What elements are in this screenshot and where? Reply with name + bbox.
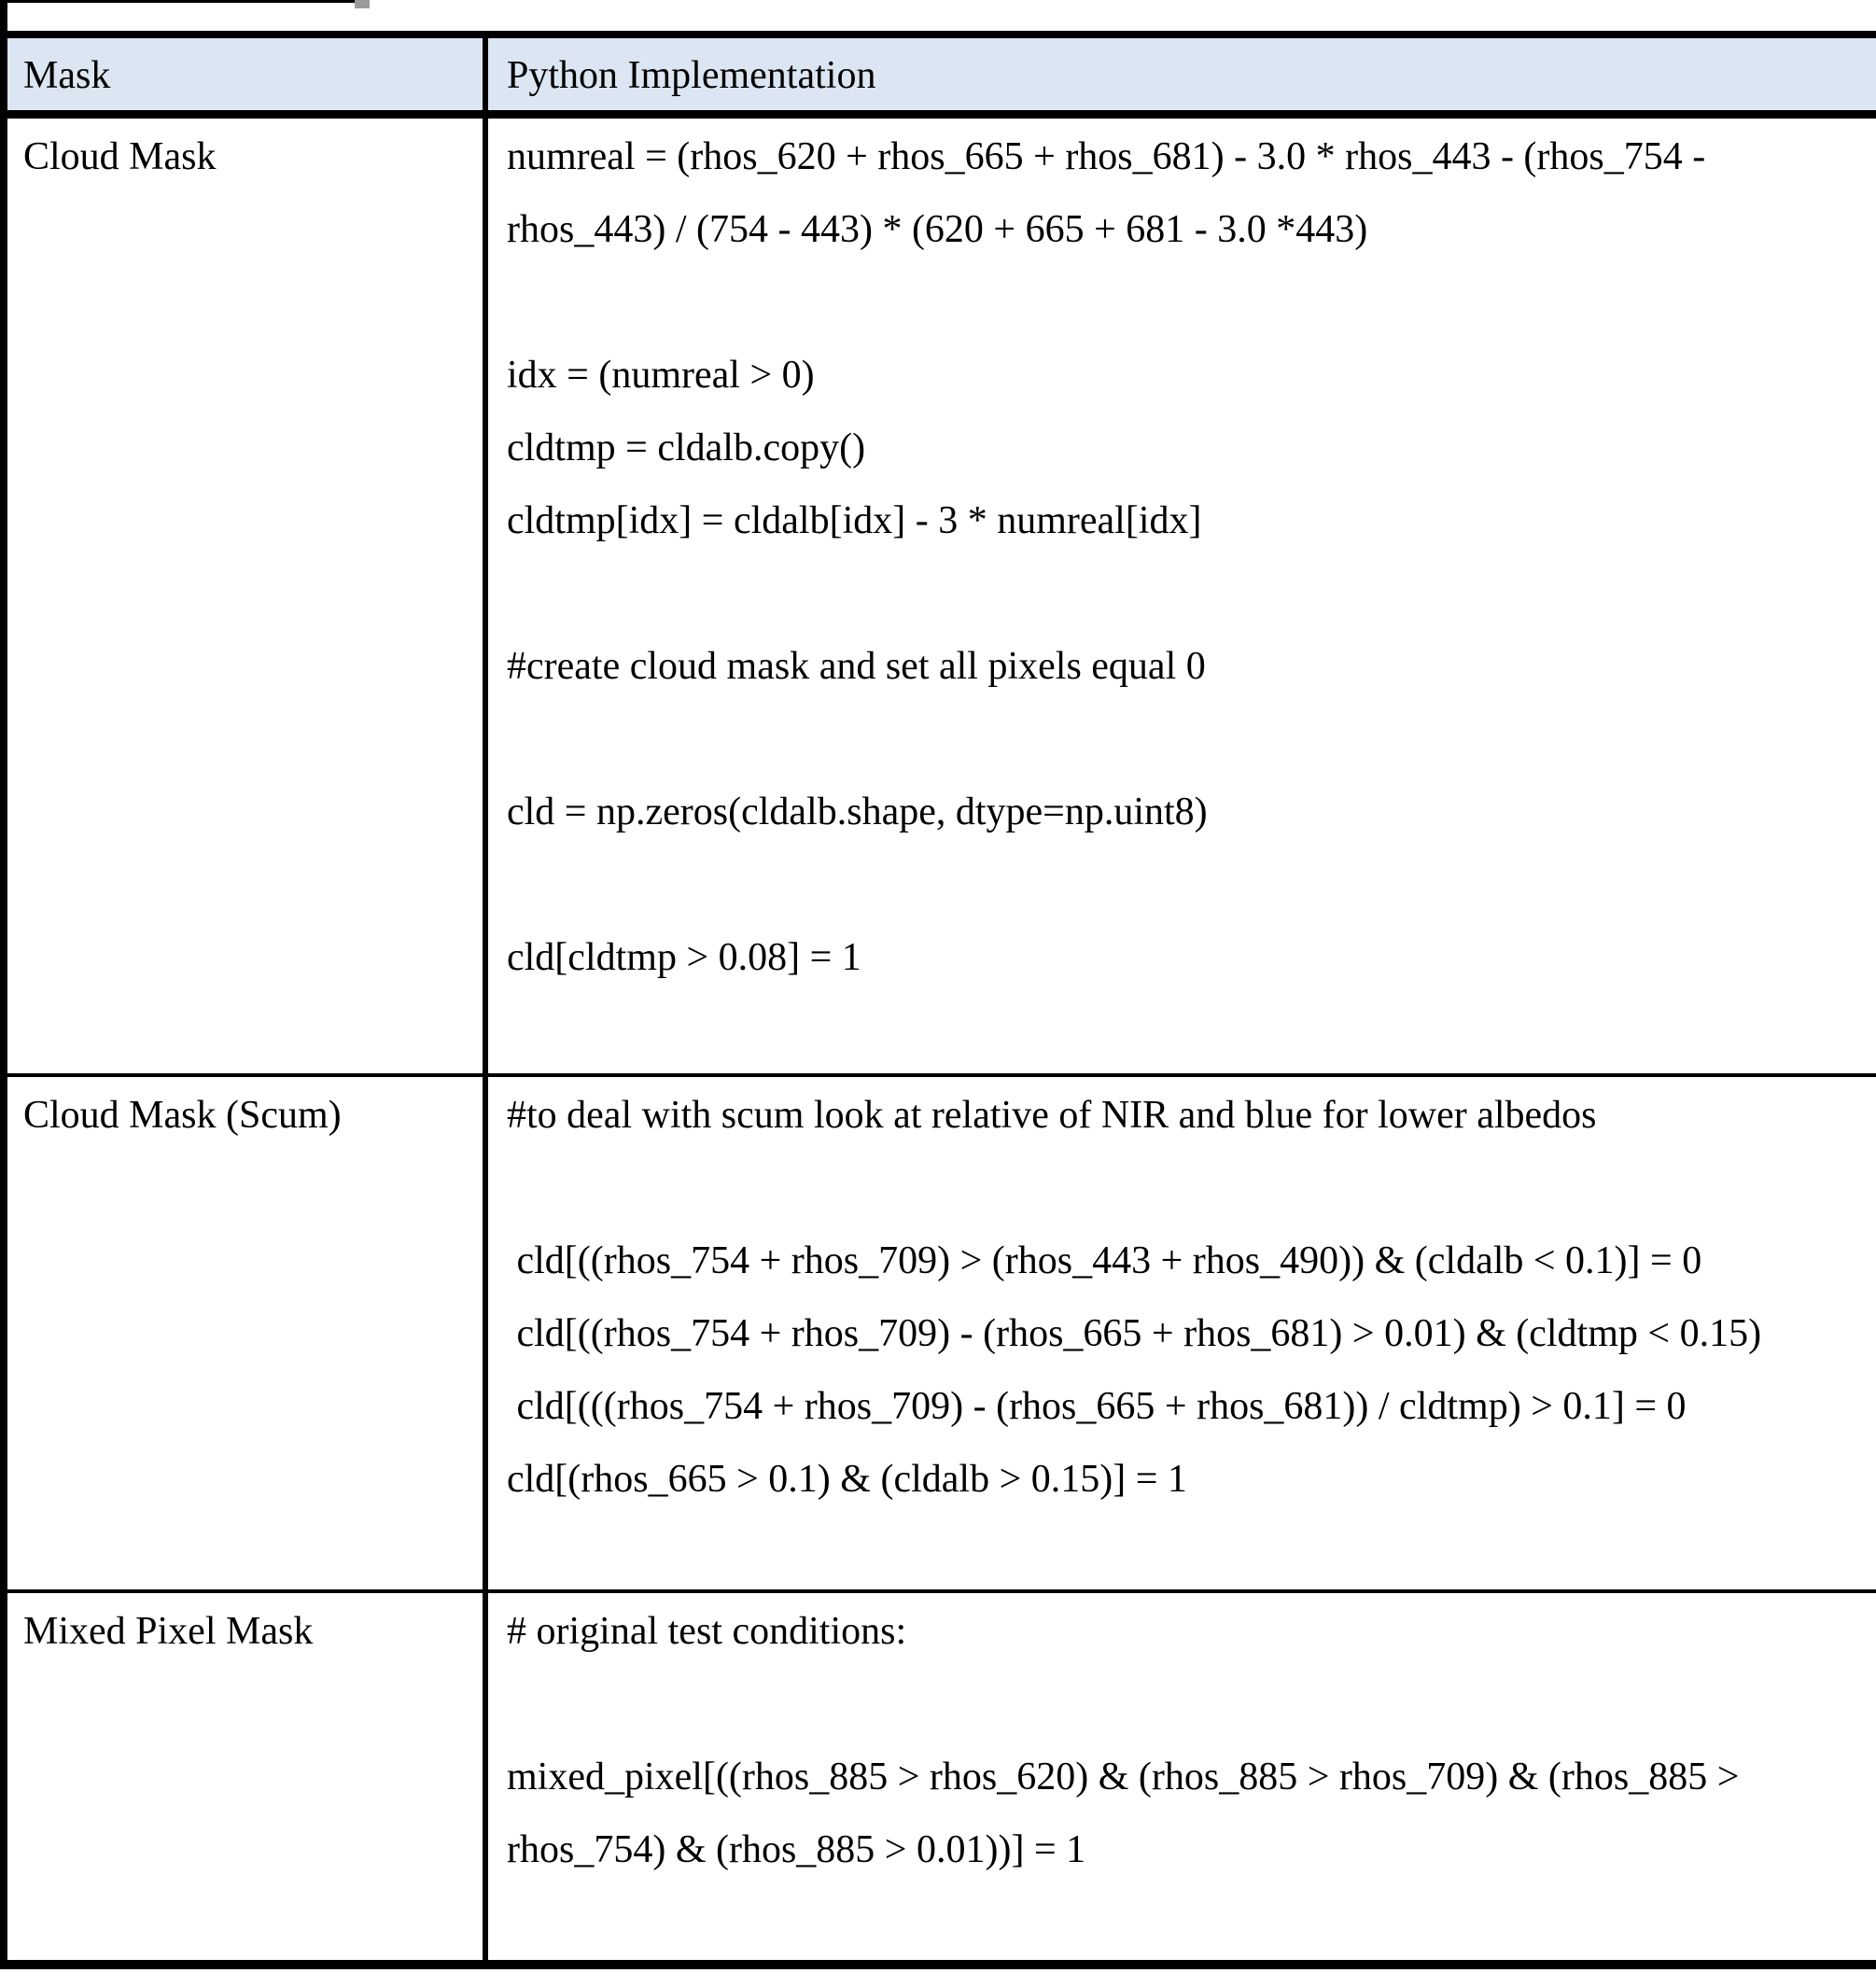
code-line: cldtmp = cldalb.copy() xyxy=(507,427,866,469)
code-line: #create cloud mask and set all pixels equal 0 xyxy=(507,645,1206,688)
code-line: cldtmp[idx] = cldalb[idx] - 3 * numreal[idx] xyxy=(507,499,1202,542)
code-blank-line xyxy=(507,567,1876,640)
code-line: cld[(((rhos_754 + rhos_709) - (rhos_665 + rhos_681)) / cldtmp) > 0.1] = 0 xyxy=(507,1385,1687,1428)
previous-row-border-remnant xyxy=(0,0,364,3)
code-line: cld[(rhos_665 > 0.1) & (cldalb > 0.15)] = 1 xyxy=(507,1458,1187,1501)
code-blank-line xyxy=(507,1678,1876,1751)
previous-row-border-cap xyxy=(355,0,370,8)
code-blank-line xyxy=(507,713,1876,786)
code-line: cld[((rhos_754 + rhos_709) > (rhos_443 + rhos_490)) & (cldalb < 0.1)] = 0 xyxy=(507,1239,1702,1282)
table-row xyxy=(7,1593,1876,1969)
code-line: # original test conditions: xyxy=(507,1610,907,1653)
code-cell-mixed-pixel-mask xyxy=(488,1593,1876,1960)
header-label-mask: Mask xyxy=(23,54,111,97)
header-cell-mask xyxy=(7,38,488,110)
code-line: #to deal with scum look at relative of NIR and blue for lower albedos xyxy=(507,1094,1597,1137)
code-line: numreal = (rhos_620 + rhos_665 + rhos_681) - 3.0 * rhos_443 - (rhos_754 - xyxy=(507,135,1706,178)
page-left-border xyxy=(0,0,7,1969)
code-line: rhos_443) / (754 - 443) * (620 + 665 + 681 - 3.0 *443) xyxy=(507,208,1368,251)
code-line: rhos_754) & (rhos_885 > 0.01))] = 1 xyxy=(507,1828,1086,1871)
mask-implementation-table xyxy=(7,31,1876,1969)
mask-cell-mixed-pixel-mask xyxy=(7,1593,488,1960)
table-row xyxy=(7,1077,1876,1593)
code-blank-line xyxy=(507,859,1876,931)
code-line: cld = np.zeros(cldalb.shape, dtype=np.uint8) xyxy=(507,791,1208,833)
header-label-python-implementation: Python Implementation xyxy=(507,54,876,97)
code-cell-cloud-mask xyxy=(488,119,1876,1073)
code-line: mixed_pixel[((rhos_885 > rhos_620) & (rhos_885 > rhos_709) & (rhos_885 > xyxy=(507,1756,1740,1798)
code-blank-line xyxy=(507,276,1876,349)
code-cell-cloud-mask-scum xyxy=(488,1077,1876,1589)
mask-cell-cloud-mask xyxy=(7,119,488,1073)
mask-label: Cloud Mask xyxy=(23,135,217,178)
header-cell-python-implementation xyxy=(488,38,1876,110)
mask-cell-cloud-mask-scum xyxy=(7,1077,488,1589)
table-row xyxy=(7,119,1876,1077)
code-blank-line xyxy=(507,1162,1876,1235)
mask-label: Mixed Pixel Mask xyxy=(23,1610,314,1653)
mask-label: Cloud Mask (Scum) xyxy=(23,1094,342,1137)
code-line: idx = (numreal > 0) xyxy=(507,354,815,397)
code-line: cld[cldtmp > 0.08] = 1 xyxy=(507,936,861,979)
table-header-row xyxy=(7,38,1876,119)
code-line: cld[((rhos_754 + rhos_709) - (rhos_665 + rhos_681) > 0.01) & (cldtmp < 0.15) xyxy=(507,1312,1762,1355)
